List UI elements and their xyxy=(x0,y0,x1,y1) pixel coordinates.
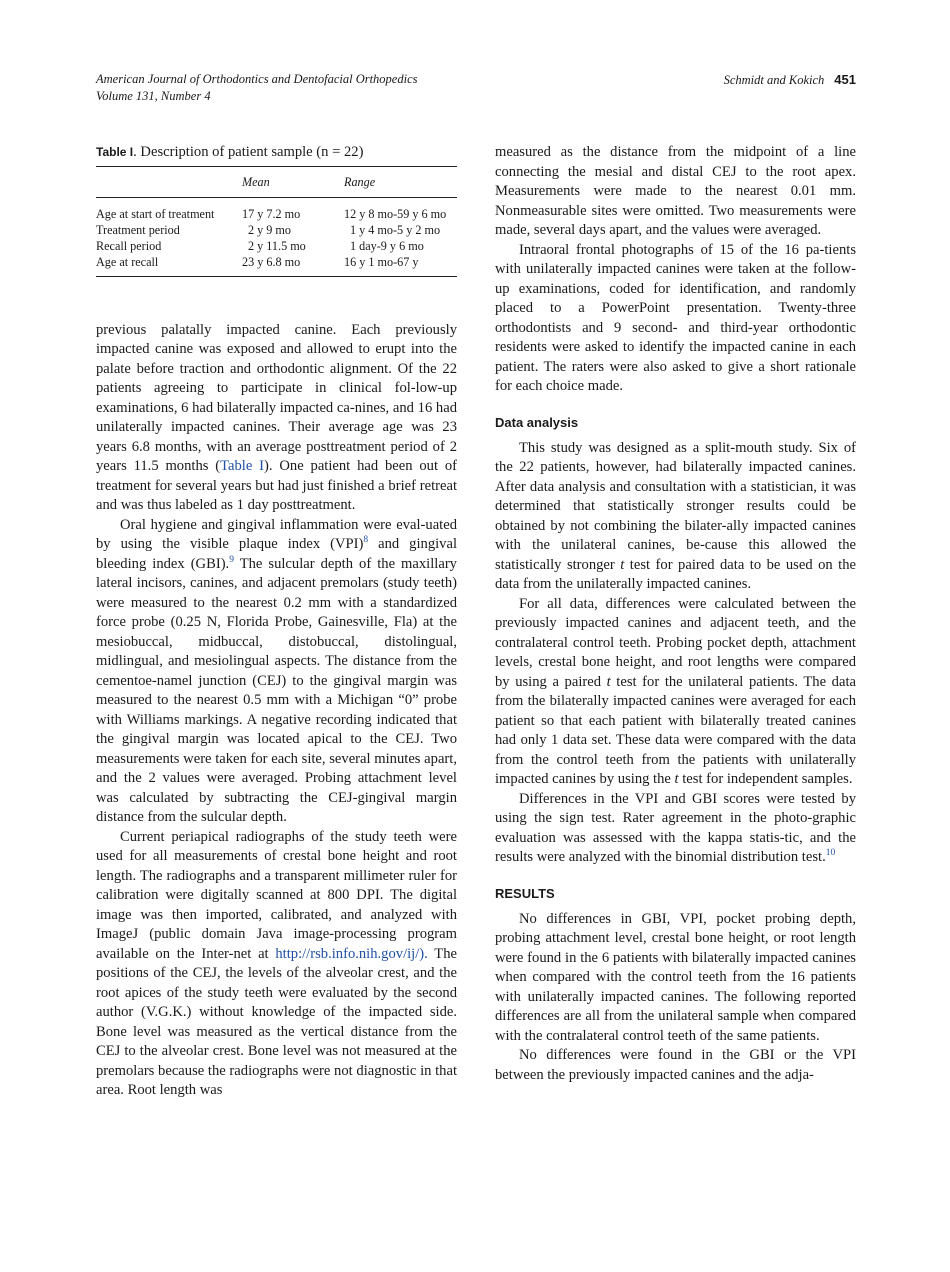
table-cell: 1 y 4 mo-5 y 2 mo xyxy=(350,222,441,237)
url-link[interactable]: http://rsb.info.nih.gov/ij/). xyxy=(275,945,428,962)
table-cell: Age at start of treatment xyxy=(96,206,215,221)
text-run: test for paired data to be used on the data from the unilaterally impacted canines. xyxy=(495,556,857,592)
text-run: previous palatally impacted canine. Each previously impacted canine was exposed and allowed to erupt into the palate before traction and orthodontic alignment. Of the 22 patients agreeing to participate in clinical fol-low-up examinations, 6 had bilaterally impacted ca-nines, and 16 had unilaterally impacted canines. Their average age was 23 years 6.8 months, with an average posttreatment period of 2 years 11.5 months ( xyxy=(96,321,457,474)
italic-symbol: t xyxy=(620,556,625,573)
text-run: Current periapical radiographs of the study teeth were used for all measurements of crestal bone height and root length. The radiographs and a transparent millimeter ruler for calibration were digitally scanned at 800 DPI. The digital image was then imported, calibrated, and analyzed with ImageJ (public domain Java image-processing program available on the Inter-net at xyxy=(96,828,457,962)
table-caption-text: . Description of patient sample (n = 22) xyxy=(133,144,364,160)
table-cell: Recall period xyxy=(96,238,162,253)
paragraph xyxy=(96,828,457,1101)
text-run: Differences in the VPI and GBI scores were tested by using the sign test. Rater agreement in the photo-graphic evaluation was assessed with the kappa statis-tic, and the results were analyzed with the binomial distribution test. xyxy=(495,790,856,865)
table-header-row xyxy=(96,166,457,197)
reference-link[interactable]: 9 xyxy=(229,554,234,565)
reference-link[interactable]: 10 xyxy=(825,848,836,859)
text-run: Oral hygiene and gingival inflammation were eval-uated by using the visible plaque index (VPI) xyxy=(96,516,457,552)
text-run: and gingival bleeding index (GBI). xyxy=(96,536,457,572)
table-row xyxy=(96,222,457,238)
table-cell: 23 y 6.8 mo xyxy=(242,254,344,277)
table-header-cell: Mean xyxy=(242,166,344,197)
table-cell: 1 day-9 y 6 mo xyxy=(350,238,424,253)
table-row xyxy=(96,254,457,277)
table-header-cell: Range xyxy=(344,166,457,197)
paragraph: measured as the distance from the midpoint of a line connecting the mesial and distal CEJ to the root apex. Measurements were made to the nearest 0.01 mm. Nonmeasurable sites were omitted. Two measurements were made, several days apart, and the values were averaged. xyxy=(495,144,856,238)
table-row xyxy=(96,238,457,254)
right-column xyxy=(495,143,856,1085)
paragraph xyxy=(96,321,457,516)
paragraph xyxy=(495,790,856,868)
text-run: ). One patient had been out of treatment for several years but had just finished a brief retreat and was thus labeled as 1 day posttreatment. xyxy=(96,458,457,513)
journal-volume: Volume 131, Number 4 xyxy=(96,89,211,103)
table-header-cell xyxy=(96,166,242,197)
table-cell: 16 y 1 mo-67 y xyxy=(344,254,457,277)
paragraph: No differences in GBI, VPI, pocket probing depth, probing attachment level, crestal bone height, or root length were found in the 6 patients with bilaterally impacted canines when compared with the control teeth from the 16 patients with unilaterally impacted canines. The following reported differences are all from the unilateral sample when compared with the contralateral control teeth of the same patients. xyxy=(495,910,856,1044)
italic-symbol: t xyxy=(674,771,679,787)
table-cell: 2 y 9 mo xyxy=(248,222,291,237)
table-cell: 12 y 8 mo-59 y 6 mo xyxy=(344,206,447,221)
left-column xyxy=(96,143,457,1101)
paragraph xyxy=(96,516,457,828)
table-link[interactable]: Table I xyxy=(220,458,265,474)
text-run: The sulcular depth of the maxillary lateral incisors, canines, and adjacent premolars (study teeth) were measured to the nearest 0.2 mm with a standardized force probe (0.25 N, Florida Probe, Gainesville, Fla) at the mesiobuccal, midbuccal, distobuccal, distolingual, midlingual, and mesiolingual aspects. The distance from the cementoe-namel junction (CEJ) to the gingival margin was measured to the nearest 0.5 mm with a Michigan “0” probe with Williams markings. A negative recording indicated that the gingival margin was located apical to the CEJ. Two measurements were taken for each site, several minutes apart, and the 2 values were averaged. Probing attachment level was calculated by subtracting the CEJ-gingival margin distance from the sulcular depth. xyxy=(96,555,457,825)
text-run: test for independent samples. xyxy=(678,771,853,787)
table-row xyxy=(96,197,457,222)
text-run: The positions of the CEJ, the levels of the alveolar crest, and the root apices of the study teeth were evaluated by the second author (V.G.K.) without knowledge of the impacted side. Bone level was measured as the vertical distance from the CEJ to the alveolar crest. Bone level was not measured at the premolars because the radiographs were not diagnostic in that area. Root length was xyxy=(96,945,457,1098)
page-number: 451 xyxy=(834,72,856,87)
table-cell: 17 y 7.2 mo xyxy=(242,206,301,221)
running-header-right xyxy=(724,71,856,89)
paragraph: Intraoral frontal photographs of 15 of the 16 pa-tients with unilaterally impacted canines were taken at the follow-up examinations, coded for identification, and randomly placed to a PowerPoint presentation. Twenty-three orthodontists and 9 second- and third-year orthodontic residents were asked to identify the impacted canine in each patient. The raters were also asked to give a short rationale for each choice made. xyxy=(495,241,856,394)
text-run: test for the unilateral patients. The data from the bilaterally impacted canines were averaged for each patient so that each patient with bilaterally treated canines had only 1 data set. These data were compared with the data from the control teeth from the patients with unilaterally impacted canines by using the xyxy=(495,673,856,787)
table-cell: Treatment period xyxy=(96,222,180,237)
text-run: For all data, differences were calculated between the previously impacted canines and adjacent teeth, and the contralateral control teeth. Probing pocket depth, attachment levels, crestal bone height, and root lengths were compared by using a paired xyxy=(495,595,856,690)
section-heading: RESULTS xyxy=(495,885,555,901)
table-cell: 2 y 11.5 mo xyxy=(248,238,306,253)
paragraph xyxy=(495,595,856,790)
table-cell: Age at recall xyxy=(96,254,242,277)
table-caption xyxy=(96,143,457,163)
reference-link[interactable]: 8 xyxy=(363,535,369,546)
patient-sample-table xyxy=(96,166,457,277)
table-1 xyxy=(96,143,457,277)
running-header-left xyxy=(96,71,418,105)
authors: Schmidt and Kokich xyxy=(723,73,825,87)
table-label: Table I xyxy=(96,145,134,159)
italic-symbol: t xyxy=(606,673,611,690)
paragraph: No differences were found in the GBI or the VPI between the previously impacted canines and the adja- xyxy=(495,1047,856,1083)
journal-name: American Journal of Orthodontics and Dentofacial Orthopedics xyxy=(96,72,418,86)
section-heading: Data analysis xyxy=(495,414,579,430)
text-run: This study was designed as a split-mouth study. Six of the 22 patients, however, had bilaterally impacted canines. After data analysis and consultation with a statistician, it was determined that statistically stronger results could be obtained by not combining the bilater-ally impacted canines with the unilateral canines, be-cause this allowed the statistically stronger xyxy=(495,439,856,573)
paragraph xyxy=(495,439,856,595)
